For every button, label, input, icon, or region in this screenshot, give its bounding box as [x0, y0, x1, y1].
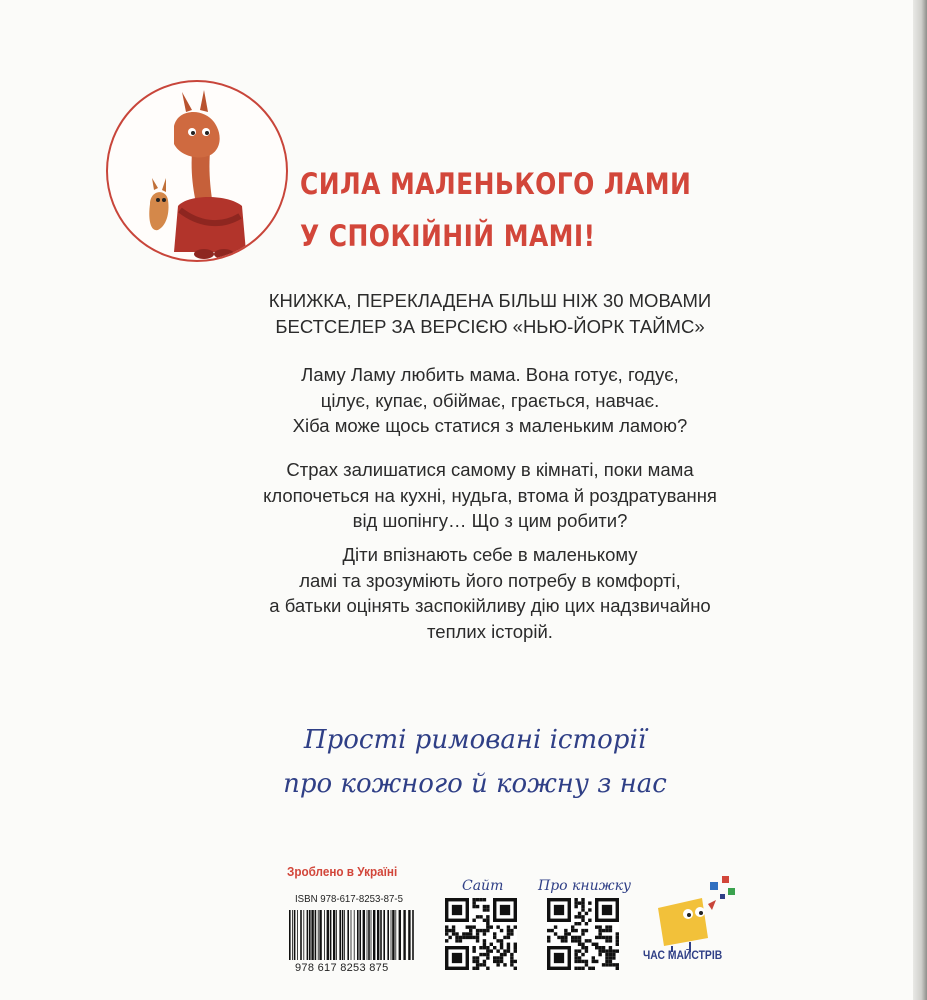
headline [300, 158, 692, 262]
qr-code-site[interactable] [445, 898, 517, 970]
intro-line-1: КНИЖКА, ПЕРЕКЛАДЕНА БІЛЬШ НІЖ 30 МОВАМИ [268, 290, 712, 311]
barcode-number: 978 617 8253 875 [295, 962, 389, 974]
made-in-label: Зроблено в Україні [287, 864, 398, 879]
headline-line-2: У СПОКІЙНІЙ МАМІ! [300, 219, 596, 253]
headline-line-1: СИЛА МАЛЕНЬКОГО ЛАМИ [300, 167, 692, 201]
tagline [180, 718, 770, 806]
isbn-label: ISBN 978-617-8253-87-5 [295, 893, 403, 905]
paragraph-line: а батьки оцінять заспокійливу дію цих надзвичайно [269, 595, 711, 616]
intro-line-2: БЕСТСЕЛЕР ЗА ВЕРСІЄЮ «НЬЮ-ЙОРК ТАЙМС» [275, 315, 705, 337]
paragraph-line: ламі та зрозуміють його потребу в комфорті, [299, 569, 681, 591]
intro-block [160, 288, 820, 339]
publisher-name: ЧАС МАЙСТРІВ [643, 950, 723, 962]
publisher-logo [650, 872, 745, 952]
paragraph-line: Хіба може щось статися з маленьким ламою? [292, 415, 688, 436]
book-spine-edge [913, 0, 927, 1000]
paragraph-3 [160, 542, 820, 644]
paragraph-line: теплих історій. [427, 620, 553, 642]
qr-code-book[interactable] [547, 898, 619, 970]
qr-book-label: Про книжку [538, 878, 632, 894]
paragraph-line: Діти впізнають себе в маленькому [342, 544, 638, 565]
tagline-line-1: Прості римовані історії [303, 725, 647, 755]
paragraph-line: Страх залишатися самому в кімнаті, поки мама [286, 459, 694, 480]
paragraph-line: Ламу Ламу любить мама. Вона готує, годує, [301, 364, 679, 385]
tagline-line-2: про кожного й кожну з нас [283, 769, 667, 799]
paragraph-1 [160, 362, 820, 439]
llama-illustration [106, 80, 288, 262]
paragraph-line: від шопінгу… Що з цим робити? [352, 510, 628, 531]
barcode [287, 910, 417, 960]
paragraph-line: клопочеться на кухні, нудьга, втома й роздратування [263, 484, 717, 506]
qr-site-label: Сайт [462, 878, 504, 894]
paragraph-line: цілує, купає, обіймає, грається, навчає. [320, 389, 660, 411]
paragraph-2 [160, 457, 820, 534]
